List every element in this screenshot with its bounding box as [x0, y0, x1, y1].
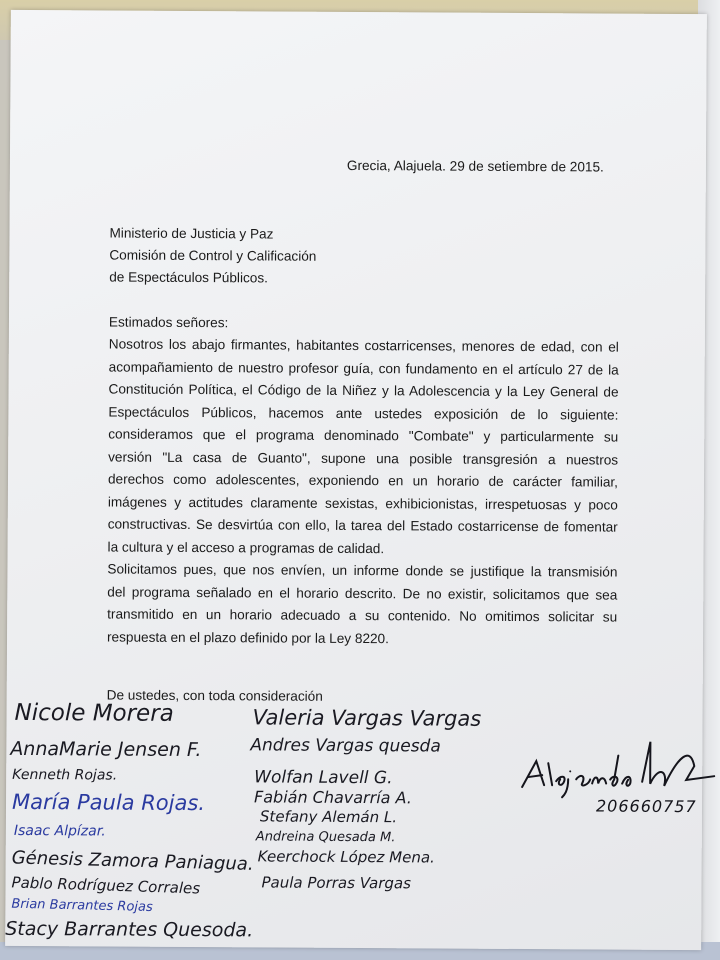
body-line: del programa señalado en el horario descrito. De no existir, solicitamos que sea	[107, 583, 618, 603]
letter-body	[107, 333, 619, 651]
body-line: Nosotros los abajo firmantes, habitantes costarricenses, menores de edad, con el	[108, 336, 619, 355]
closing-line: De ustedes, con toda consideración	[106, 687, 323, 704]
signature-right: Fabián Chavarría A.	[254, 787, 412, 808]
body-line: la cultura y el acceso a programas de calidad.	[107, 538, 385, 556]
body-line: Constitución Política, el Código de la Niñez y la Adolescencia y la Ley General de	[108, 381, 619, 400]
signature-left: Pablo Rodríguez Corrales	[11, 873, 201, 898]
body-line: acompañamiento de nuestro profesor guía, con fundamento en el artículo 27 de la	[108, 358, 619, 378]
signature-left: Stacy Barrantes Quesoda.	[5, 917, 254, 942]
body-line: transmitido en un horario adecuado a su contenido. No omitimos solicitar su	[107, 606, 618, 625]
signature-right: Stefany Alemán L.	[259, 807, 398, 827]
signature-left: Kenneth Rojas.	[12, 766, 118, 784]
signature-right: Keerchock López Mena.	[257, 847, 435, 867]
date-line: Grecia, Alajuela. 29 de setiembre de 2015.	[346, 157, 604, 175]
body-line: Espectáculos Públicos, hacemos ante ustedes exposición de lo siguiente:	[108, 403, 619, 423]
body-line: respuesta en el plazo definido por la Ley 8220.	[106, 628, 389, 646]
recipient-line: Comisión de Control y Calificación	[109, 247, 317, 264]
body-line: Solicitamos pues, que nos envíen, un informe donde se justifique la transmisión	[107, 561, 618, 580]
signature-left: Nicole Morera	[14, 699, 174, 727]
salutation: Estimados señores:	[108, 314, 229, 331]
signature-right: Andres Vargas quesda	[250, 735, 441, 757]
body-line: versión "La casa de Guanto", supone una posible transgresión a nuestros	[108, 448, 619, 468]
body-line: imágenes y actitudes claramente sexistas, exhibicionistas, irrespetuosas y poco	[107, 493, 618, 513]
recipient-line: de Espectáculos Públicos.	[109, 269, 268, 286]
signature-right: Wolfan Lavell G.	[254, 767, 393, 789]
teacher-id-number: 206660757	[595, 796, 697, 817]
body-line: consideramos que el programa denominado "Combate" y particularmente su	[108, 426, 619, 445]
teacher-signature	[518, 735, 718, 806]
signature-left: AnnaMarie Jensen F.	[10, 737, 202, 762]
recipient-block	[109, 222, 316, 289]
signature-left: Brian Barrantes Rojas	[11, 896, 153, 915]
signature-right: Paula Porras Vargas	[261, 873, 411, 893]
letter-page	[5, 10, 707, 950]
signature-left: Génesis Zamora Paniagua.	[11, 847, 254, 875]
signature-left: Isaac Alpízar.	[13, 822, 106, 840]
signature-right: Andreina Quesada M.	[255, 829, 396, 846]
body-line: constructivas. Se desvirtúa con ello, la tarea del Estado costarricense de fomentar	[107, 516, 618, 535]
recipient-line: Ministerio de Justicia y Paz	[109, 225, 274, 242]
signature-right: Valeria Vargas Vargas	[252, 705, 482, 731]
signature-left: María Paula Rojas.	[11, 789, 206, 816]
body-line: derechos como adolescentes, exponiendo en un horario de carácter familiar,	[107, 471, 619, 490]
